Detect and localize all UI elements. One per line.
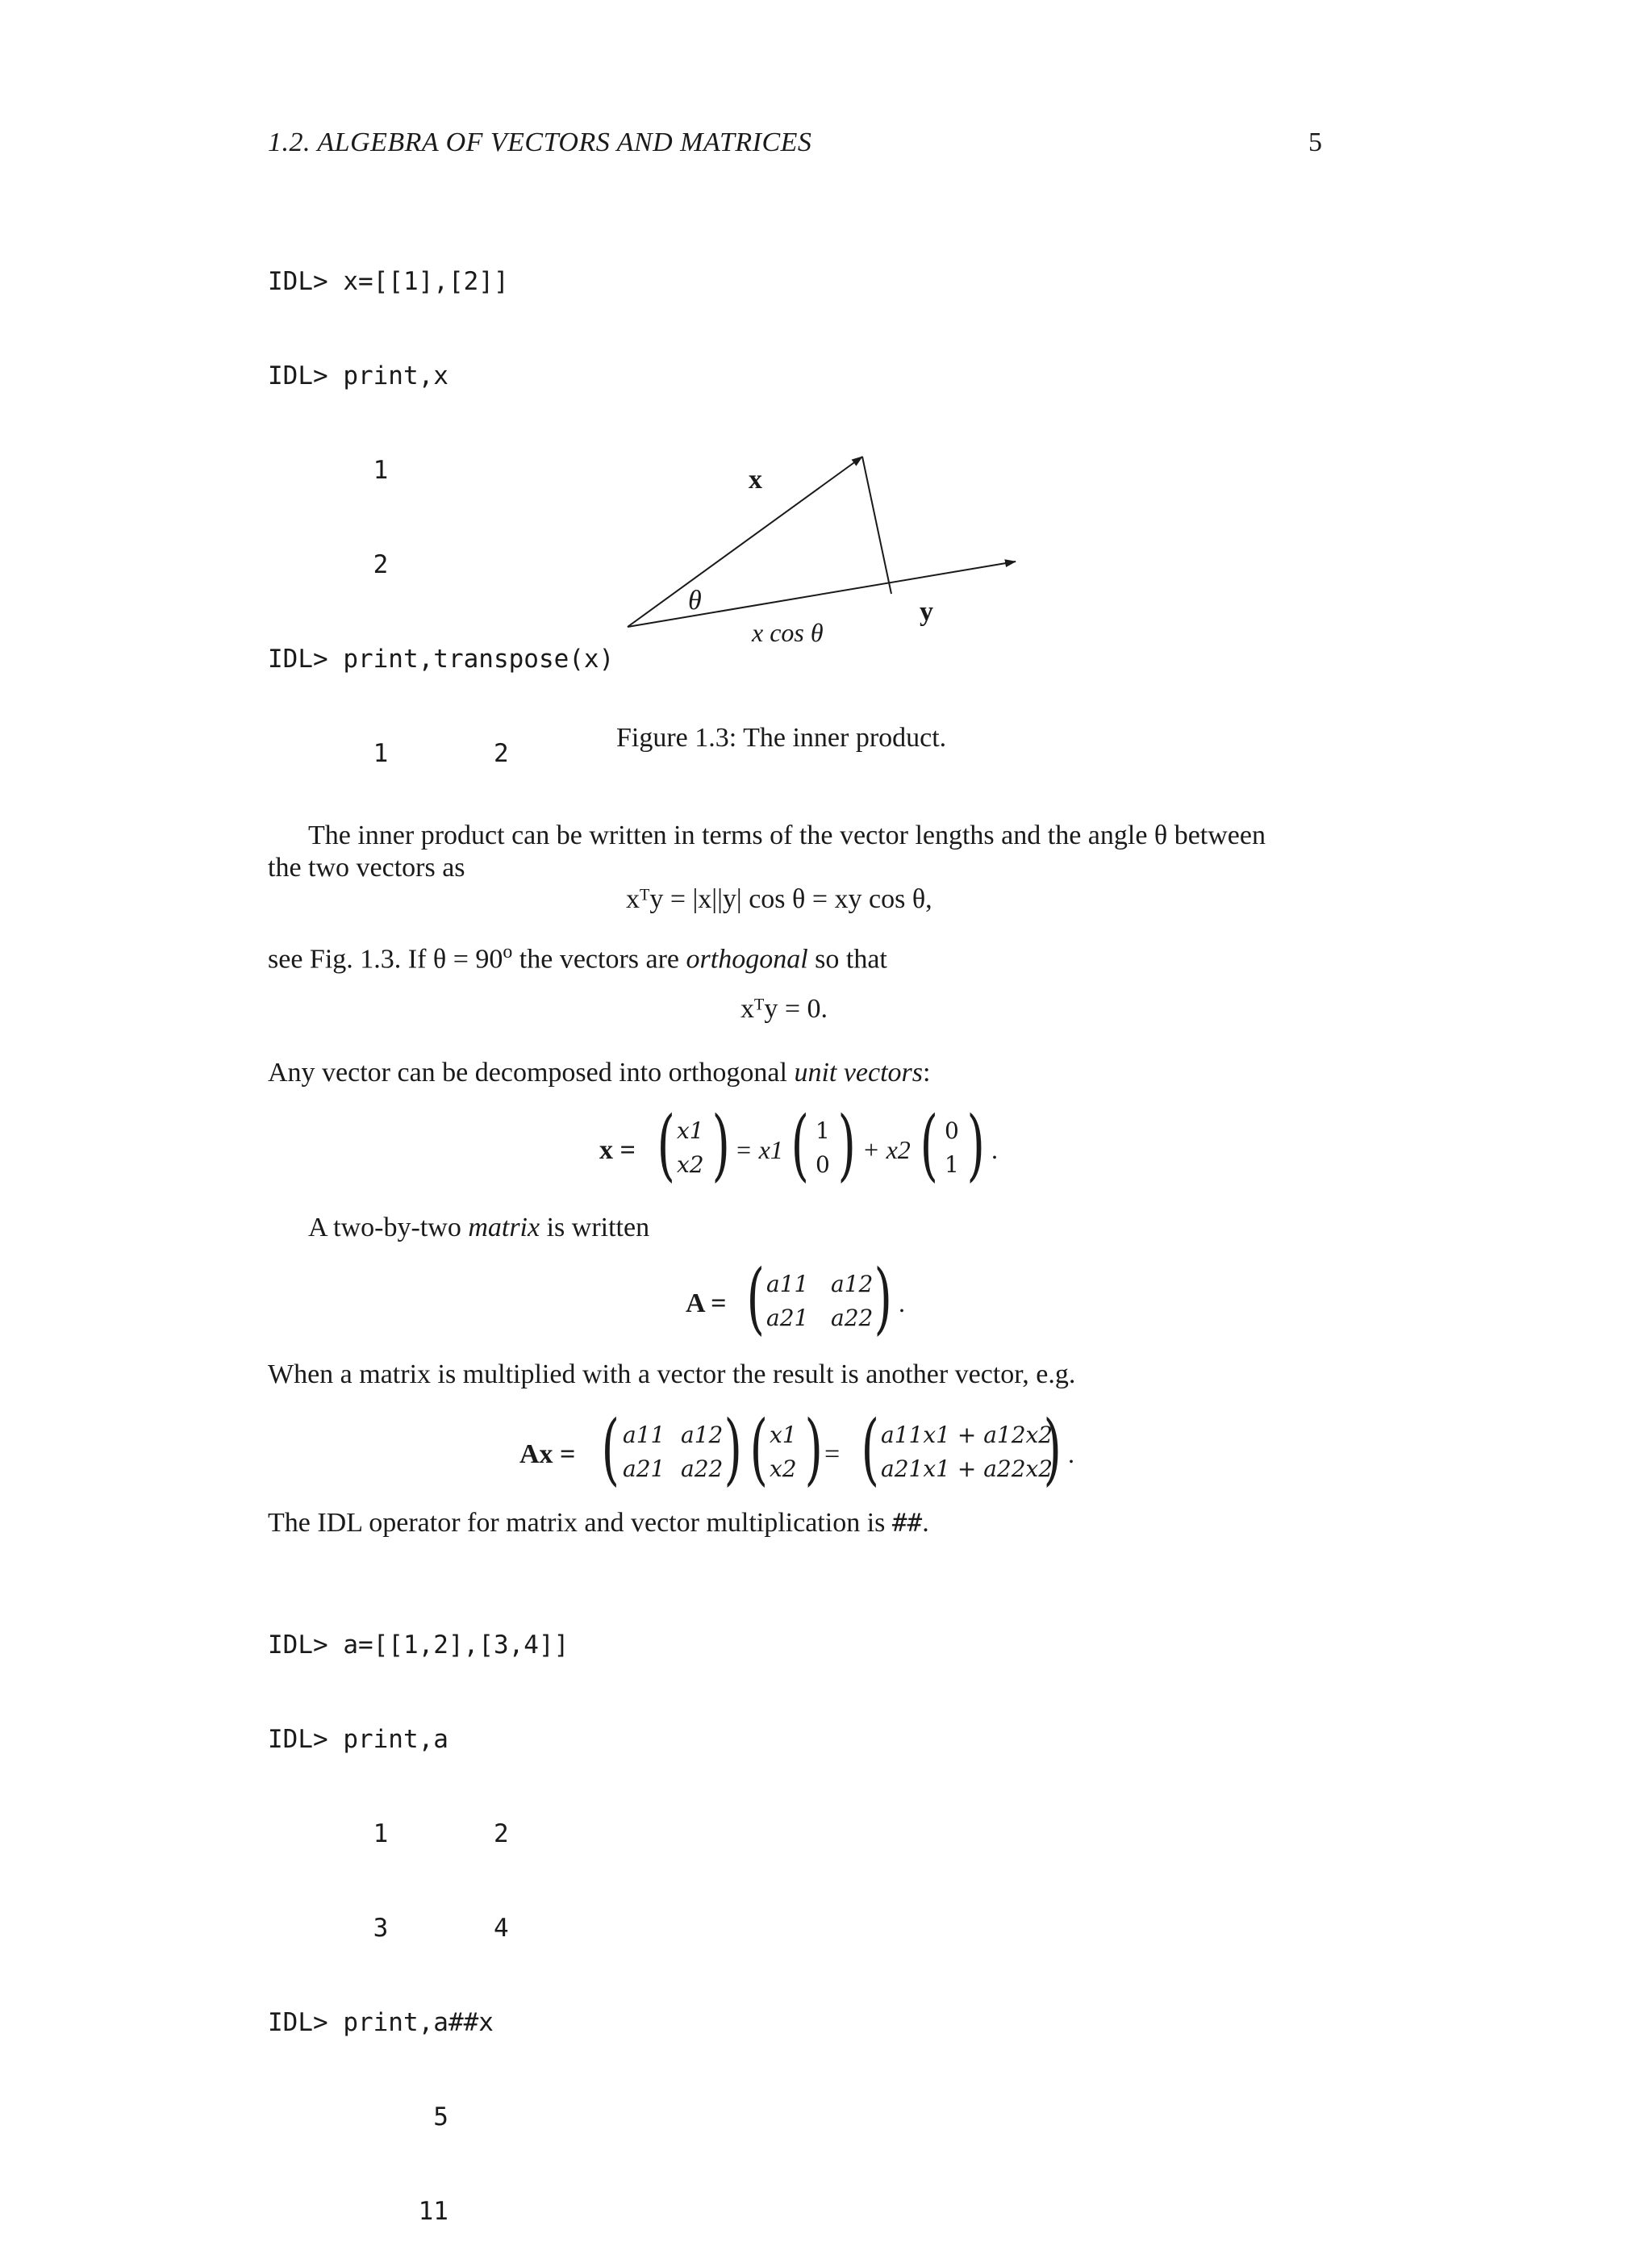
- matrix-cell: a11: [623, 1422, 665, 1448]
- emphasis-orthogonal: orthogonal: [686, 944, 808, 975]
- matrix-cell: x1: [770, 1422, 797, 1448]
- emphasis-unit-vectors: unit vectors: [794, 1058, 924, 1088]
- left-paren-icon: (: [746, 1253, 765, 1343]
- right-paren-icon: ): [711, 1100, 730, 1190]
- left-paren-icon: (: [791, 1100, 809, 1190]
- matrix-cell: a21: [766, 1305, 809, 1331]
- matrix-cell: 1: [945, 1151, 959, 1178]
- label-vector-x: x: [749, 465, 762, 495]
- equation-matrix-a: [686, 1253, 928, 1343]
- code-line: 2: [268, 550, 389, 579]
- label-projection: x cos θ: [752, 618, 824, 647]
- code-block-2: [268, 1567, 569, 2259]
- paragraph-line: the two vectors as: [268, 853, 465, 883]
- code-line: IDL> print,a: [268, 1725, 448, 1754]
- right-paren-icon: ): [1043, 1404, 1062, 1494]
- text-run: is written: [540, 1213, 650, 1242]
- figure-caption: Figure 1.3: The inner product.: [616, 723, 947, 753]
- vector-x-arrow: [628, 457, 862, 627]
- label-theta: θ: [688, 586, 702, 616]
- code-line: IDL> print,transpose(x): [268, 645, 615, 674]
- matrix-cell: a21: [623, 1455, 665, 1482]
- left-paren-icon: (: [657, 1100, 675, 1190]
- text-run: Any vector can be decomposed into orthogonal: [268, 1058, 795, 1088]
- eq-lhs: x =: [599, 1135, 636, 1165]
- left-paren-icon: (: [861, 1404, 879, 1494]
- code-line: IDL> x=[[1],[2]]: [268, 267, 509, 296]
- paragraph-line: [268, 1507, 929, 1539]
- eq-period: .: [899, 1288, 905, 1317]
- matrix-cell: x1: [677, 1117, 704, 1144]
- text-run: so that: [807, 944, 887, 975]
- right-paren-icon: ): [837, 1100, 856, 1190]
- right-paren-icon: ): [724, 1404, 742, 1494]
- left-paren-icon: (: [749, 1404, 768, 1494]
- matrix-cell: a22: [681, 1455, 724, 1482]
- vector-y-arrow: [628, 562, 1016, 627]
- code-line: 3 4: [268, 1914, 509, 1943]
- code-operator: ##: [891, 1509, 923, 1538]
- matrix-cell: a12: [681, 1422, 724, 1448]
- code-line: 1 2: [268, 739, 509, 768]
- code-line: 1: [268, 456, 389, 485]
- matrix-cell: 0: [816, 1151, 830, 1178]
- code-line: 1 2: [268, 1819, 509, 1848]
- text-run: .: [922, 1508, 929, 1538]
- text-run: A two-by-two: [308, 1213, 469, 1242]
- matrix-cell: 0: [945, 1117, 959, 1144]
- eq-term: = x1: [735, 1135, 783, 1164]
- label-vector-y: y: [920, 597, 933, 627]
- matrix-cell: a21x1 + a22x2: [881, 1455, 1053, 1482]
- left-paren-icon: (: [920, 1100, 938, 1190]
- matrix-cell: a11: [766, 1271, 809, 1297]
- paragraph-line: [308, 1212, 649, 1244]
- matrix-cell: a11x1 + a12x2: [881, 1422, 1053, 1448]
- code-line: IDL> print,a##x: [268, 2008, 494, 2037]
- section-header: 1.2. ALGEBRA OF VECTORS AND MATRICES: [268, 127, 812, 157]
- text-run: The IDL operator for matrix and vector multiplication is: [268, 1508, 892, 1538]
- paragraph-line: [268, 1057, 930, 1089]
- right-paren-icon: ): [804, 1404, 823, 1494]
- matrix-cell: a12: [831, 1271, 874, 1297]
- matrix-cell: x2: [677, 1151, 704, 1178]
- eq-lhs: Ax =: [519, 1439, 576, 1469]
- code-block-1: [268, 203, 614, 801]
- paragraph-line: [268, 936, 887, 975]
- equation-inner-product: xᵀy = |x||y| cos θ = xy cos θ,: [626, 884, 932, 914]
- equation-vector-decomposition: [593, 1100, 1012, 1190]
- matrix-cell: 1: [816, 1117, 830, 1144]
- code-line: IDL> print,x: [268, 361, 448, 390]
- code-line: IDL> a=[[1,2],[3,4]]: [268, 1631, 569, 1660]
- matrix-cell: a22: [831, 1305, 874, 1331]
- eq-lhs: A =: [686, 1288, 727, 1318]
- eq-period: .: [1068, 1439, 1074, 1468]
- text-run: :: [923, 1058, 931, 1088]
- paragraph-line: When a matrix is multiplied with a vector the result is another vector, e.g.: [268, 1359, 1076, 1389]
- right-paren-icon: ): [966, 1100, 985, 1190]
- eq-equals: =: [824, 1439, 841, 1469]
- projection-line: [862, 457, 891, 594]
- right-paren-icon: ): [874, 1253, 892, 1343]
- equation-orthogonal: xᵀy = 0.: [740, 994, 828, 1024]
- eq-term: + x2: [862, 1135, 911, 1164]
- eq-period: .: [991, 1135, 998, 1164]
- emphasis-matrix: matrix: [468, 1213, 540, 1242]
- text-superscript: o: [503, 942, 513, 962]
- code-line: 11: [268, 2197, 448, 2226]
- matrix-cell: x2: [770, 1455, 797, 1482]
- equation-matrix-vector-product: [516, 1404, 1097, 1494]
- text-run: see Fig. 1.3. If θ = 90: [268, 944, 503, 975]
- code-line: 5: [268, 2102, 448, 2132]
- left-paren-icon: (: [601, 1404, 620, 1494]
- text-run: the vectors are: [512, 944, 686, 975]
- paragraph-line: The inner product can be written in terms of the vector lengths and the angle θ between: [308, 821, 1266, 850]
- page-number: 5: [1308, 127, 1322, 157]
